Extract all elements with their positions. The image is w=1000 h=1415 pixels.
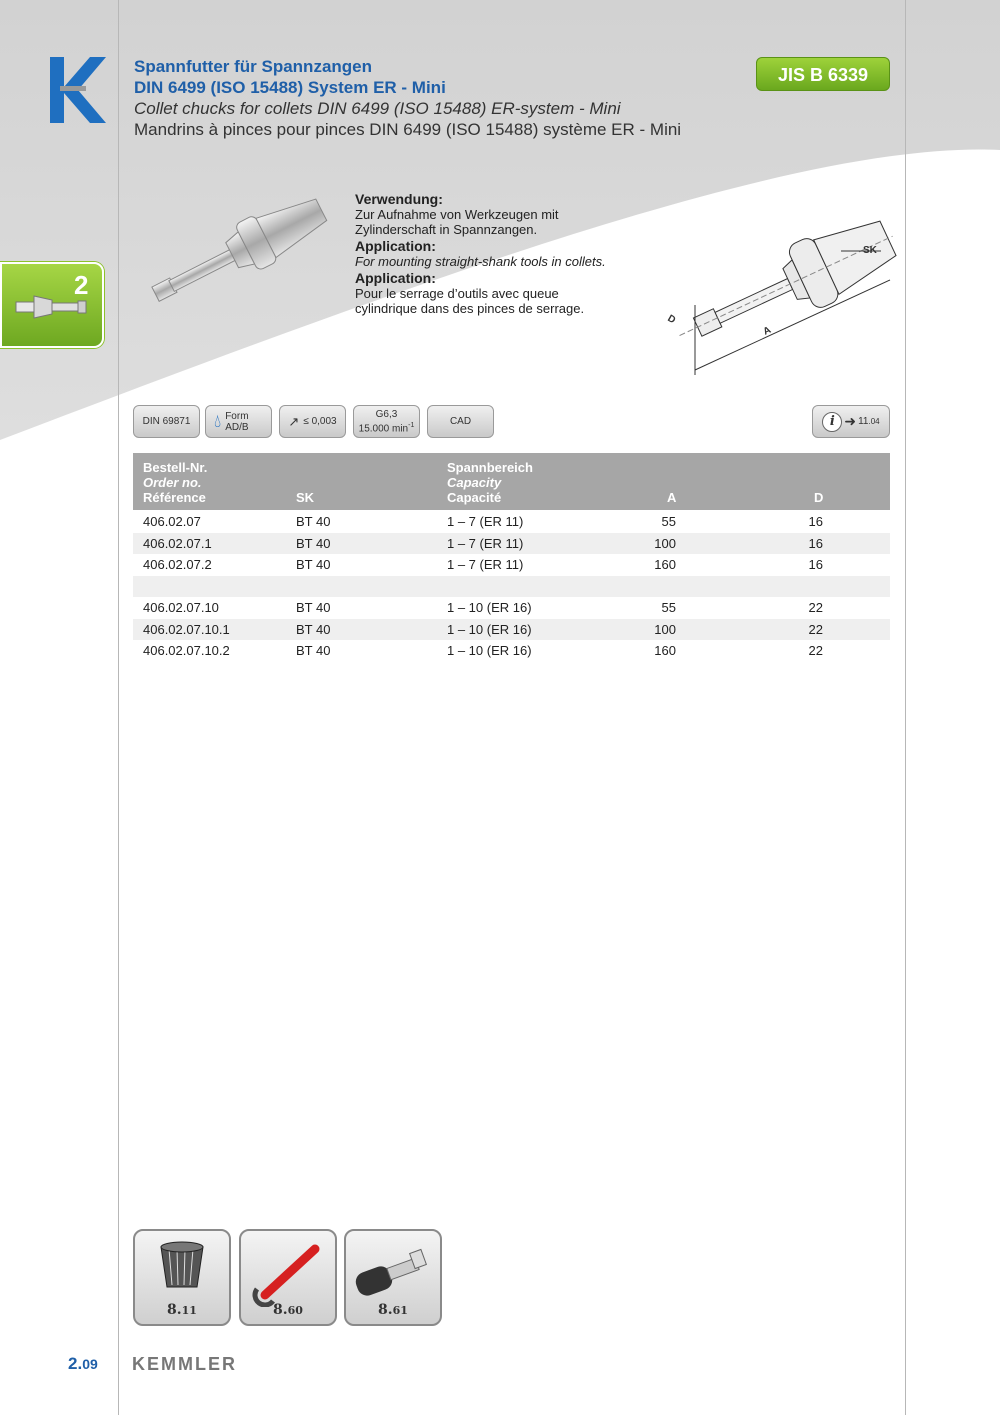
cell-d: 16 (808, 535, 823, 551)
accessory-1-label: 8. (167, 1302, 182, 1318)
header-order-de: Bestell-Nr. (143, 460, 208, 475)
runout-label: ≤ 0,003 (303, 416, 337, 427)
cell-d: 22 (808, 600, 823, 615)
balance-label-2: 15.000 min (358, 423, 409, 435)
cad-button[interactable] (427, 405, 494, 438)
cell-order: 406.02.07.10.2 (143, 643, 230, 658)
cell-cap: 1 – 7 (ER 11) (447, 535, 524, 551)
cell-cap: 1 – 10 (ER 16) (447, 621, 532, 637)
dim-d-label: D (665, 313, 678, 327)
accessory-collets[interactable] (133, 1229, 231, 1326)
accessory-1-sub: 11 (181, 1304, 197, 1317)
cell-order: 406.02.07 (143, 514, 201, 529)
usage-fr-text-1: Pour le serrage d’outils avec queue (355, 286, 559, 301)
table-row (133, 554, 890, 575)
accessory-3-sub: 61 (392, 1304, 408, 1317)
right-margin-line (905, 0, 906, 1415)
cell-a: 100 (654, 621, 676, 637)
cell-a: 55 (661, 514, 676, 529)
balance-button[interactable] (353, 405, 420, 438)
cad-label: CAD (449, 416, 472, 427)
header-sk: SK (296, 490, 315, 505)
usage-fr-heading: Application: (355, 270, 436, 286)
title-en: Collet chucks for collets DIN 6499 (ISO 15488) ER-system - Mini (134, 99, 621, 118)
usage-en-text: For mounting straight-shank tools in collets. (355, 254, 606, 269)
info-ref: 11 (858, 416, 869, 427)
cell-cap: 1 – 10 (ER 16) (447, 600, 532, 615)
form-button[interactable] (205, 405, 272, 438)
header-order-fr: Référence (143, 490, 206, 505)
cell-order: 406.02.07.1 (143, 535, 212, 551)
usage-de-text-2: Zylinderschaft in Spannzangen. (355, 222, 538, 237)
cell-order: 406.02.07.10.1 (143, 621, 230, 637)
arrow-right-icon: ➜ (844, 413, 857, 429)
brand-wordmark: KEMMLER (132, 1354, 237, 1374)
kemmler-logo (50, 57, 106, 123)
accessory-3-label: 8. (378, 1302, 393, 1318)
cell-cap: 1 – 10 (ER 16) (447, 643, 532, 658)
usage-de-heading: Verwendung: (355, 191, 443, 207)
usage-en-heading: Application: (355, 238, 436, 254)
title-de-2: DIN 6499 (ISO 15488) System ER - Mini (134, 78, 446, 97)
din-button[interactable] (133, 405, 200, 438)
table-row (133, 640, 890, 661)
collet-icon (135, 1237, 229, 1307)
cell-sk: BT 40 (296, 514, 331, 529)
cell-order: 406.02.07.10 (143, 600, 219, 615)
table-header (133, 453, 890, 510)
cell-sk: BT 40 (296, 621, 331, 637)
form-label-2: AD/B (225, 421, 249, 433)
header-a: A (667, 490, 677, 505)
page-title (134, 56, 681, 140)
table-row (133, 533, 890, 554)
cell-sk: BT 40 (296, 643, 331, 658)
accessory-2-label: 8. (273, 1302, 288, 1318)
balance-label-sup: -1 (408, 421, 415, 429)
usage-fr-text-2: cylindrique dans des pinces de serrage. (355, 301, 585, 316)
title-de-1: Spannfutter für Spannzangen (134, 57, 372, 76)
cell-order: 406.02.07.2 (143, 557, 212, 572)
runout-arrow-icon: ↗ (288, 414, 300, 429)
cell-sk: BT 40 (296, 557, 331, 572)
info-icon: i (822, 412, 842, 432)
cell-a: 160 (654, 557, 676, 572)
header-order-en: Order no. (143, 475, 202, 490)
cell-d: 16 (808, 514, 823, 529)
table-row (133, 511, 890, 532)
cell-sk: BT 40 (296, 600, 331, 615)
page-main: 2. (68, 1354, 83, 1373)
product-photo (133, 188, 333, 308)
cell-a: 100 (654, 535, 676, 551)
technical-drawing (645, 185, 900, 380)
left-margin-line (118, 0, 119, 1415)
header-cap-en: Capacity (447, 475, 502, 490)
header-cap-de: Spannbereich (447, 460, 533, 475)
pull-stud-icon (346, 1237, 440, 1307)
chapter-number: 2 (74, 270, 89, 300)
cell-d: 22 (808, 643, 823, 658)
coolant-drop-icon: 💧︎ (214, 411, 222, 431)
header-cap-fr: Capacité (447, 490, 502, 505)
cell-d: 22 (808, 621, 823, 637)
cell-cap: 1 – 7 (ER 11) (447, 514, 524, 529)
dim-sk-label: SK (863, 245, 877, 256)
cell-a: 160 (654, 643, 676, 658)
balance-label-1: G6,3 (375, 408, 398, 420)
cell-a: 55 (661, 600, 676, 615)
standard-badge: JIS B 6339 (756, 57, 890, 91)
table-row (133, 597, 890, 618)
accessory-pull-stud[interactable] (344, 1229, 442, 1326)
accessory-wrench[interactable] (239, 1229, 337, 1326)
wrench-icon (241, 1237, 335, 1307)
page-sub: 09 (82, 1356, 98, 1372)
table-row (133, 619, 890, 640)
cell-d: 16 (808, 557, 823, 572)
table-row (133, 576, 890, 597)
cell-sk: BT 40 (296, 535, 331, 551)
title-fr: Mandrins à pinces pour pinces DIN 6499 (ISO 15488) système ER - Mini (134, 120, 682, 139)
runout-button[interactable] (279, 405, 346, 438)
form-label-1: Form (225, 410, 249, 422)
usage-text (355, 190, 606, 316)
info-ref-sub: .04 (868, 417, 880, 426)
din-label: DIN 69871 (142, 416, 191, 427)
accessory-2-sub: 60 (287, 1304, 303, 1317)
info-button[interactable] (812, 405, 890, 438)
usage-de-text-1: Zur Aufnahme von Werkzeugen mit (355, 207, 559, 222)
dim-a-label: A (761, 324, 773, 338)
header-d: D (814, 490, 824, 505)
cell-cap: 1 – 7 (ER 11) (447, 557, 524, 572)
page-number (68, 1354, 98, 1374)
